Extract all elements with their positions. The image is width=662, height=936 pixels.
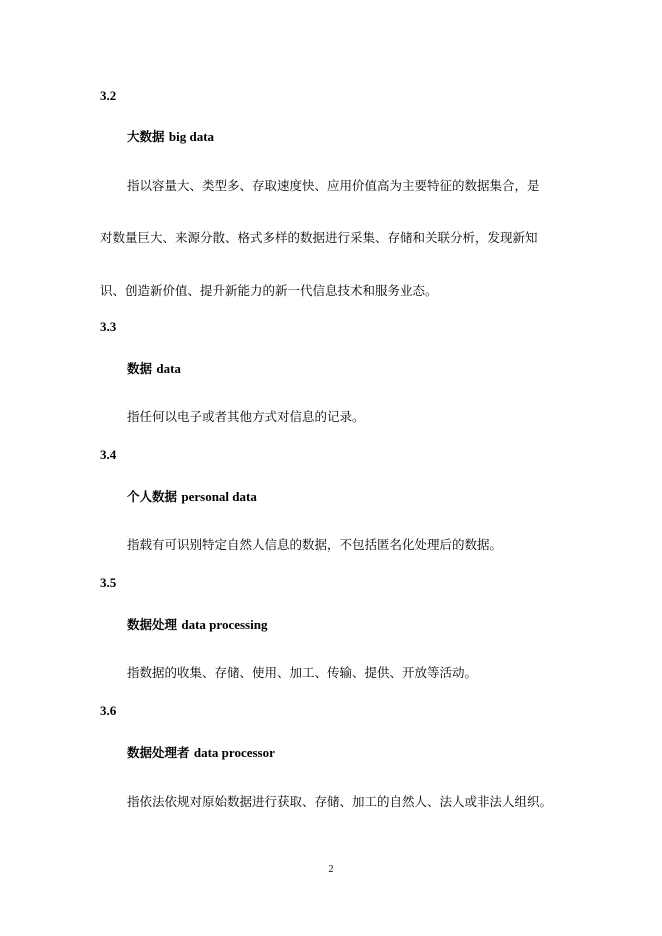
- term-chinese: 大数据: [127, 129, 165, 144]
- definition-line: 指依法依规对原始数据进行获取、存储、加工的自然人、法人或非法人组织。: [127, 794, 553, 809]
- term-chinese: 数据: [127, 361, 153, 376]
- term-english: data processing: [181, 617, 268, 632]
- section-number: 3.6: [100, 703, 117, 718]
- term-english: personal data: [181, 489, 257, 504]
- definition-line: 识、创造新价值、提升新能力的新一代信息技术和服务业态。: [100, 283, 438, 298]
- page-number: 2: [328, 864, 334, 875]
- term-english: data processor: [193, 745, 275, 760]
- term-heading: [127, 487, 257, 505]
- section-number: 3.3: [100, 319, 117, 334]
- term-heading: [127, 127, 214, 145]
- section-number: 3.5: [100, 575, 117, 590]
- term-english: big data: [168, 129, 215, 144]
- term-heading: [127, 359, 181, 377]
- term-english: data: [156, 361, 181, 376]
- section-number: 3.4: [100, 447, 117, 462]
- term-chinese: 数据处理者: [127, 745, 190, 760]
- term-heading: [127, 615, 267, 633]
- term-chinese: 数据处理: [127, 617, 178, 632]
- term-chinese: 个人数据: [127, 489, 178, 504]
- definition-line: 指以容量大、类型多、存取速度快、应用价值高为主要特征的数据集合，是: [127, 178, 540, 193]
- definition-line: 指数据的收集、存储、使用、加工、传输、提供、开放等活动。: [127, 665, 478, 680]
- section-number: 3.2: [100, 88, 117, 103]
- term-heading: [127, 743, 275, 761]
- definition-line: 指任何以电子或者其他方式对信息的记录。: [127, 409, 365, 424]
- definition-line: 对数量巨大、来源分散、格式多样的数据进行采集、存储和关联分析，发现新知: [100, 230, 538, 245]
- definition-line: 指载有可识别特定自然人信息的数据，不包括匿名化处理后的数据。: [127, 537, 503, 552]
